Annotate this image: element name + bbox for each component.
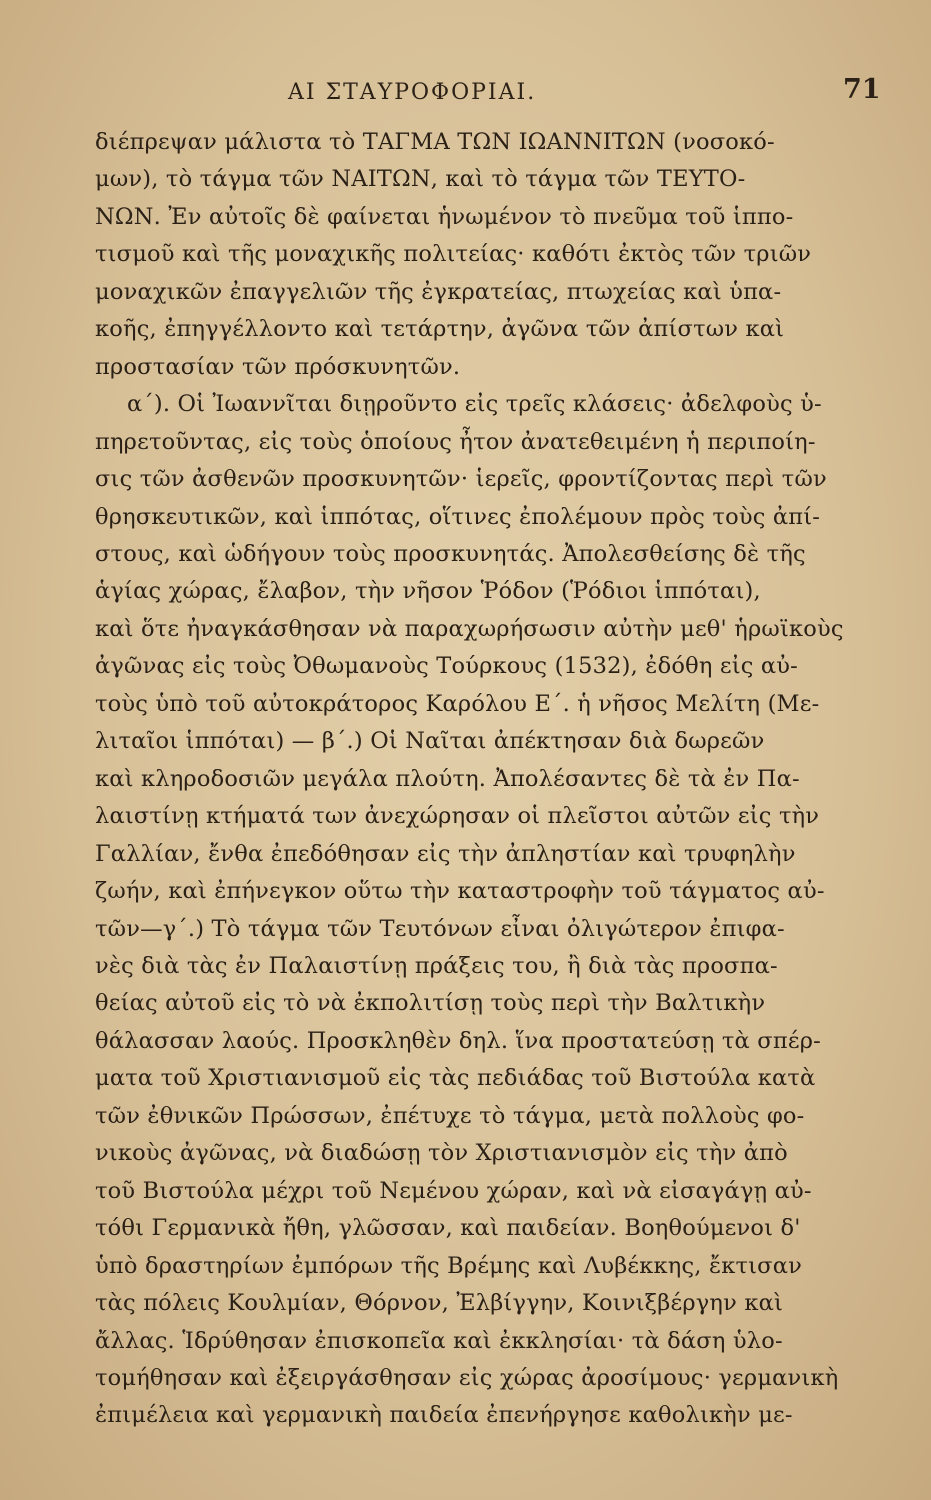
text-line: τόθι Γερμανικὰ ἤθη, γλῶσσαν, καὶ παιδείαν. Βοηθούμενοι δ' [95,1215,801,1242]
page-number: 71 [843,74,881,105]
text-line: θείας αὐτοῦ εἰς τὸ νὰ ἐκπολιτίσῃ τοὺς περὶ τὴν Βαλτικὴν [95,990,766,1017]
text-line: πηρετοῦντας, εἰς τοὺς ὁποίους ἦτον ἀνατεθειμένη ἡ περιποίη- [95,428,816,455]
text-line: τῶν ἐθνικῶν Πρώσσων, ἐπέτυχε τὸ τάγμα, μετὰ πολλοὺς φο- [95,1102,805,1129]
text-line: τὰς πόλεις Κουλμίαν, Θόρνον, Ἐλβίγγην, Κοινιξβέργην καὶ [95,1290,783,1317]
text-line: σις τῶν ἀσθενῶν προσκυνητῶν· ἱερεῖς, φροντίζοντας περὶ τῶν [95,466,827,493]
text-line: ματα τοῦ Χριστιανισμοῦ εἰς τὰς πεδιάδας τοῦ Βιστούλα κατὰ [95,1065,816,1092]
text-line: θάλασσαν λαούς. Προσκληθὲν δηλ. ἵνα προστατεύσῃ τὰ σπέρ- [95,1027,821,1054]
text-line: κοῆς, ἐπηγγέλλοντο καὶ τετάρτην, ἀγῶνα τῶν ἀπίστων καὶ [95,316,785,343]
text-line: τοῦ Βιστούλα μέχρι τοῦ Νεμένου χώραν, καὶ νὰ εἰσαγάγῃ αὐ- [95,1177,812,1204]
text-line: νὲς διὰ τὰς ἐν Παλαιστίνῃ πράξεις του, ἢ διὰ τὰς προσπα- [95,952,778,979]
text-line: ὑπὸ δραστηρίων ἐμπόρων τῆς Βρέμης καὶ Λυβέκκης, ἔκτισαν [95,1252,803,1279]
text-line: διέπρεψαν μάλιστα τὸ ΤΑΓΜΑ ΤΩΝ ΙΩΑΝΝΙΤΩΝ (νοσοκό- [95,129,775,155]
text-line: τῶν—γ΄.) Τὸ τάγμα τῶν Τευτόνων εἶναι ὀλιγώτερον ἐπιφα- [95,915,785,942]
text-line: τοὺς ὑπὸ τοῦ αὐτοκράτορος Καρόλου Ε΄. ἡ νῆσος Μελίτη (Με- [95,690,820,717]
text-line: τομήθησαν καὶ ἐξειργάσθησαν εἰς χώρας ἀροσίμους· γερμανικὴ [95,1364,839,1391]
text-line: α΄). Οἱ Ἰωαννῖται διῃροῦντο εἰς τρεῖς κλάσεις· ἀδελφοὺς ὑ- [127,391,822,418]
text-line: ΝΩΝ. Ἐν αὐτοῖς δὲ φαίνεται ἡνωμένον τὸ πνεῦμα τοῦ ἱππο- [95,203,794,230]
text-line: μοναχικῶν ἐπαγγελιῶν τῆς ἐγκρατείας, πτωχείας καὶ ὑπα- [95,278,782,305]
text-line: Γαλλίαν, ἔνθα ἐπεδόθησαν εἰς τὴν ἀπληστίαν καὶ τρυφηλὴν [95,840,796,867]
body-text [95,124,844,1435]
text-line: ἄλλας. Ἱδρύθησαν ἐπισκοπεῖα καὶ ἐκκλησίαι· τὰ δάση ὑλο- [95,1327,783,1354]
text-line: λιταῖοι ἱππόται) — β΄.) Οἱ Ναῖται ἀπέκτησαν διὰ δωρεῶν [95,728,765,755]
text-line: καὶ ὅτε ἠναγκάσθησαν νὰ παραχωρήσωσιν αὐτὴν μεθ' ἡρωϊκοὺς [95,615,844,642]
text-line: ἐπιμέλεια καὶ γερμανικὴ παιδεία ἐπενήργησε καθολικὴν με- [95,1402,793,1429]
text-line: καὶ κληροδοσιῶν μεγάλα πλούτη. Ἀπολέσαντες δὲ τὰ ἐν Πα- [95,765,800,792]
text-line: ζωήν, καὶ ἐπήνεγκον οὕτω τὴν καταστροφὴν τοῦ τάγματος αὐ- [95,878,825,905]
page-header [0,72,931,112]
text-line: στους, καὶ ὡδήγουν τοὺς προσκυνητάς. Ἀπολεσθείσης δὲ τῆς [95,540,806,567]
text-line: προστασίαν τῶν πρόσκυνητῶν. [95,353,461,380]
text-line: νικοὺς ἀγῶνας, νὰ διαδώσῃ τὸν Χριστιανισμὸν εἰς τὴν ἀπὸ [95,1140,788,1167]
text-line: θρησκευτικῶν, καὶ ἱππότας, οἵτινες ἐπολέμουν πρὸς τοὺς ἀπί- [95,503,821,530]
text-line: τισμοῦ καὶ τῆς μοναχικῆς πολιτείας· καθότι ἐκτὸς τῶν τριῶν [95,241,812,268]
text-line: μων), τὸ τάγμα τῶν ΝΑΙΤΩΝ, καὶ τὸ τάγμα τῶν ΤΕΥΤΟ- [95,166,746,193]
text-line: ἁγίας χώρας, ἔλαβον, τὴν νῆσον Ῥόδον (Ῥόδιοι ἱππόται), [95,578,761,605]
text-line: ἀγῶνας εἰς τοὺς Ὀθωμανοὺς Τούρκους (1532), ἐδόθη εἰς αὐ- [95,653,798,680]
running-head: ΑΙ ΣΤΑΥΡΟΦΟΡΙΑΙ. [288,80,537,105]
text-line: λαιστίνῃ κτήματά των ἀνεχώρησαν οἱ πλεῖστοι αὐτῶν εἰς τὴν [95,803,820,830]
